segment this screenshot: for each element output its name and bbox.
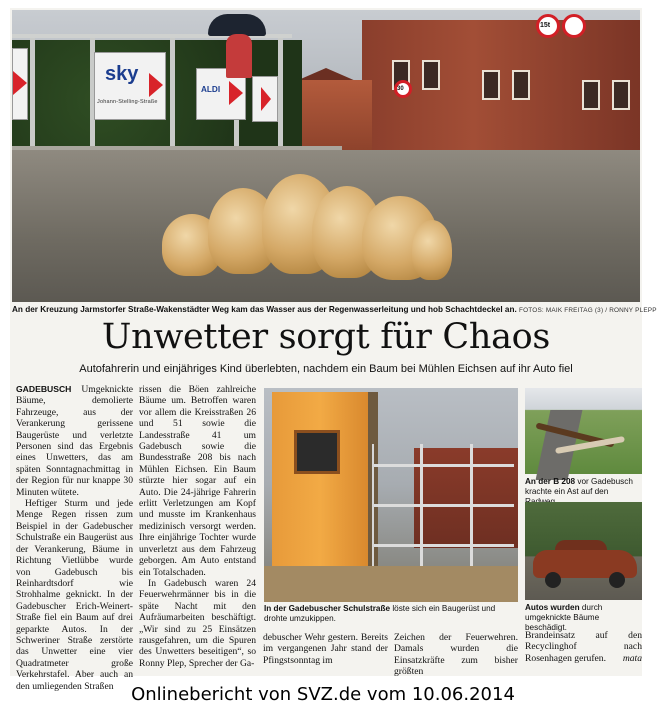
photo-window [294,430,340,474]
photo-credit: FOTOS: MAIK FREITAG (3) / RONNY PLEPP [519,307,657,314]
umbrella [208,14,266,36]
branch-caption-bold: An der B 208 [525,477,576,486]
article-paragraph: Umgeknickte Bäume, demolierte Fahrzeuge, aus der Verankerung gerissene Baugerüste und verletzte Personen sind das Ergebnis eines Unwetters, das am späten Sonntagnachmittag in der Region für nur knappe 30 Minuten wütete. [16,384,133,498]
article-column-3 [263,632,388,678]
article-column-1 [16,384,133,692]
speed-sign [394,80,412,98]
sky-banner [94,52,166,120]
top-photo-caption-text: An der Kreuzung Jarmstorfer Straße-Wakenstädter Weg kam das Wasser aus der Regenwasserleitung und hob Schachtdeckel an. [12,305,517,314]
article-paragraph: Brandeinsatz auf den Recyclinghof nach Rosenhagen gerufen. [525,630,642,664]
flood-photo [12,10,640,302]
article-paragraph: debuscher Wehr gestern. Bereits im vergangenen Jahr stand der Pfingstsonntag im [263,632,388,666]
speed-sign-value: 30 [397,86,404,92]
article-paragraph: In Gadebusch waren 24 Feuerwehrmänner bis in die späte Nacht mit den Aufräumarbeiten beschäftigt. „Wir sind zu 25 Einsätzen rausgefahren, um die Spuren des Unwetters beseitigen“, so Ronny Plep, Sprecher der Ga- [139,577,256,669]
scaffolding-photo [264,388,518,602]
cars-caption-text: durch umgeknickte Bäume beschädigt. [525,603,603,632]
source-footer: Onlinebericht von SVZ.de vom 10.06.2014 [131,684,515,705]
photo-car-wheel [545,572,561,588]
scaffolding-caption-bold: In der Gadebuscher Schulstraße [264,604,391,613]
scaffolding-caption-text: löste sich ein Baugerüst und drohte umzukippen. [264,604,496,623]
article-column-5 [525,630,642,678]
aldi-logo: ALDI [201,85,221,94]
scaffolding-caption [264,604,520,624]
top-photo-caption [12,305,657,316]
article-paragraph: Zeichen der Feuerwehren. Damals wurden die Einsatzkräfte zum bisher größten [394,632,518,678]
weight-sign-value: 15t [540,22,551,29]
newspaper-clipping [10,8,657,692]
article-column-4 [394,632,518,678]
damaged-car-photo [525,502,642,600]
cars-caption-bold: Autos wurden [525,603,580,612]
headline: Unwetter sorgt für Chaos [101,317,551,357]
article-paragraph: rissen die Böen zahlreiche Bäume um. Betroffen waren vor allem die Kreisstraßen 26 und 51 sowie die Landesstraße 41 um Gadebusch sowie die Bundesstraße 208 bis nach Mühlen Eichsen. Ein Baum stürzte hier sogar auf ein Auto. Die 24-jährige Fahrerin erlitt Verletzungen am Kopf und musste im Krankenhaus medizinisch versorgt werden. Ihre einjährige Tochter wurde unverletzt aus dem Fahrzeug geborgen. Am Auto entstand ein Totalschaden. [139,384,256,578]
dateline: GADEBUSCH [16,384,72,394]
person-with-umbrella [226,34,252,78]
subheadline: Autofahrerin und einjähriges Kind überlebten, nachdem ein Baum bei Mühlen Eichsen auf ihr Auto fiel [79,363,573,375]
sky-banner-street: Johann-Stelling-Straße [97,99,158,105]
article-column-2 [139,384,256,669]
photo-ground [264,566,518,602]
photo-car-wheel [609,572,625,588]
banner-left [12,48,28,120]
branch-caption-text: vor Gadebusch krachte ein Ast auf den [525,477,633,496]
cars-caption [525,603,642,633]
author-signature: mata [622,652,642,664]
branch-photo [525,388,642,474]
banner-small [252,76,278,122]
water-splash [412,220,452,280]
weight-sign [536,14,560,38]
photo-orange-building [272,392,368,592]
article-paragraph: Heftiger Sturm und jede Menge Regen rissen zum Beispiel in der Gadebuscher Schulstraße ein Baugerüst aus der Verankerung, Bäume in Richtung Vietlübbe wurde von Gadebusch bis Reinhardtsdorf wie Strohhalme geknickt. In der Gadebuscher Erich-Weinert-Straße fiel ein Baum auf drei geparkte Autos. In der Schweriner Straße zerstörte das Unwetter eine vier Quadratmeter große Verkehrstafel. Aber auch an den umliegenden Straßen [16,498,133,692]
no-parking-sign [562,14,586,38]
sky-logo: sky [105,63,139,85]
